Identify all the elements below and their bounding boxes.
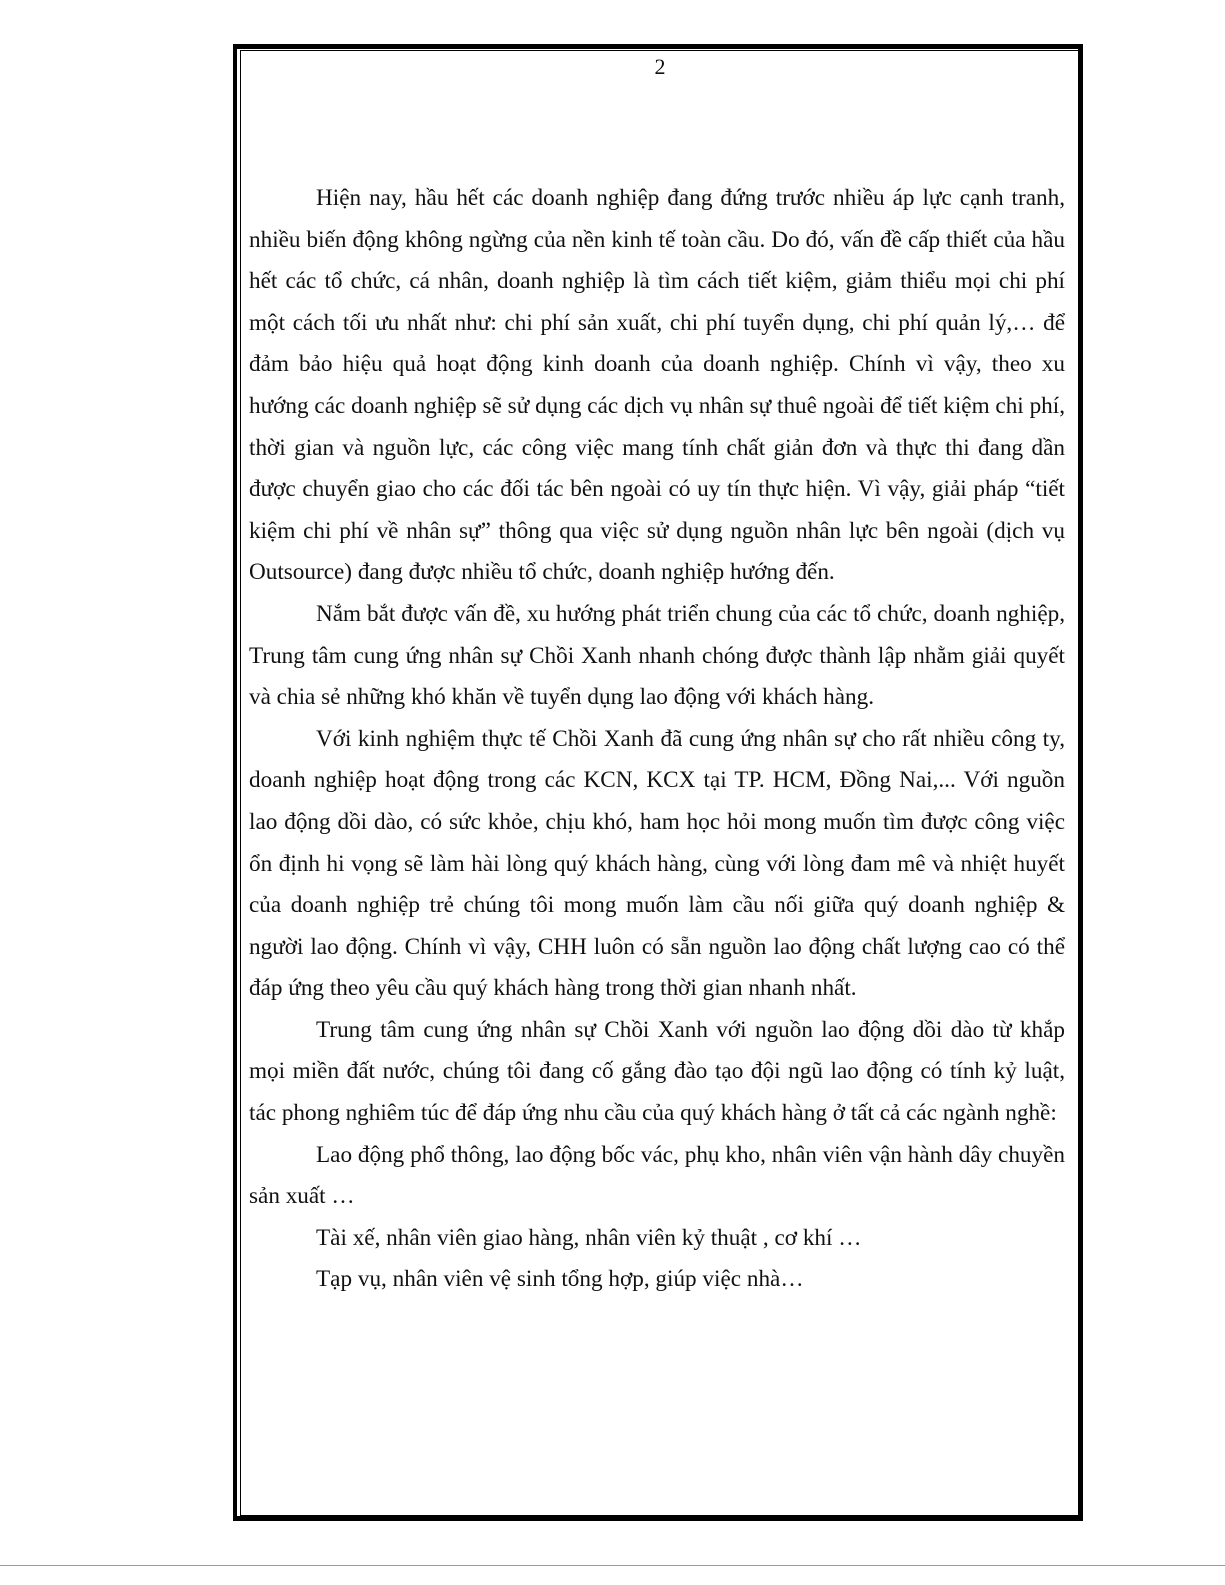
paragraph-experience: Với kinh nghiệm thực tế Chồi Xanh đã cung ứng nhân sự cho rất nhiều công ty, doanh nghiệp hoạt động trong các KCN, KCX tại TP. HCM, Đồng Nai,... Với nguồn lao động dồi dào, có sức khỏe, chịu khó, ham học hỏi mong muốn tìm được công việc ổn định hi vọng sẽ làm hài lòng quý khách hàng, cùng với lòng đam mê và nhiệt huyết của doanh nghiệp trẻ chúng tôi mong muốn làm cầu nối giữa quý doanh nghiệp & người lao động. Chính vì vậy, CHH luôn có sẵn nguồn lao động chất lượng cao có thể đáp ứng theo yêu cầu quý khách hàng trong thời gian nhanh nhất.	[249, 725, 1065, 1002]
document-body	[249, 178, 1065, 1301]
list-item-drivers: Tài xế, nhân viên giao hàng, nhân viên kỷ thuật , cơ khí …	[316, 1224, 862, 1251]
page-separator	[0, 1565, 1225, 1566]
paragraph-intro: Hiện nay, hầu hết các doanh nghiệp đang đứng trước nhiều áp lực cạnh tranh, nhiều biến động không ngừng của nền kinh tế toàn cầu. Do đó, vấn đề cấp thiết của hầu hết các tổ chức, cá nhân, doanh nghiệp là tìm cách tiết kiệm, giảm thiểu mọi chi phí một cách tối ưu nhất như: chi phí sản xuất, chi phí tuyển dụng, chi phí quản lý,… để đảm bảo hiệu quả hoạt động kinh doanh của doanh nghiệp. Chính vì vậy, theo xu hướng các doanh nghiệp sẽ sử dụng các dịch vụ nhân sự thuê ngoài để tiết kiệm chi phí, thời gian và nguồn lực, các công việc mang tính chất giản đơn và thực thi đang dần được chuyển giao cho các đối tác bên ngoài có uy tín thực hiện. Vì vậy, giải pháp “tiết kiệm chi phí về nhân sự” thông qua việc sử dụng nguồn nhân lực bên ngoài (dịch vụ Outsource) đang được nhiều tổ chức, doanh nghiệp hướng đến.	[249, 185, 1065, 586]
paragraph-founding: Nắm bắt được vấn đề, xu hướng phát triển chung của các tổ chức, doanh nghiệp, Trung tâm cung ứng nhân sự Chồi Xanh nhanh chóng được thành lập nhằm giải quyết và chia sẻ những khó khăn về tuyển dụng lao động với khách hàng.	[249, 600, 1065, 711]
page-number: 2	[654, 54, 666, 79]
list-item-general-labor: Lao động phổ thông, lao động bốc vác, phụ kho, nhân viên vận hành dây chuyền sản xuất …	[249, 1141, 1065, 1210]
list-item-cleaning: Tạp vụ, nhân viên vệ sinh tổng hợp, giúp việc nhà…	[316, 1266, 804, 1293]
paragraph-workforce: Trung tâm cung ứng nhân sự Chồi Xanh với nguồn lao động dồi dào từ khắp mọi miền đất nước, chúng tôi đang cố gắng đào tạo đội ngũ lao động có tính kỷ luật, tác phong nghiêm túc để đáp ứng nhu cầu của quý khách hàng ở tất cả các ngành nghề:	[249, 1016, 1065, 1127]
